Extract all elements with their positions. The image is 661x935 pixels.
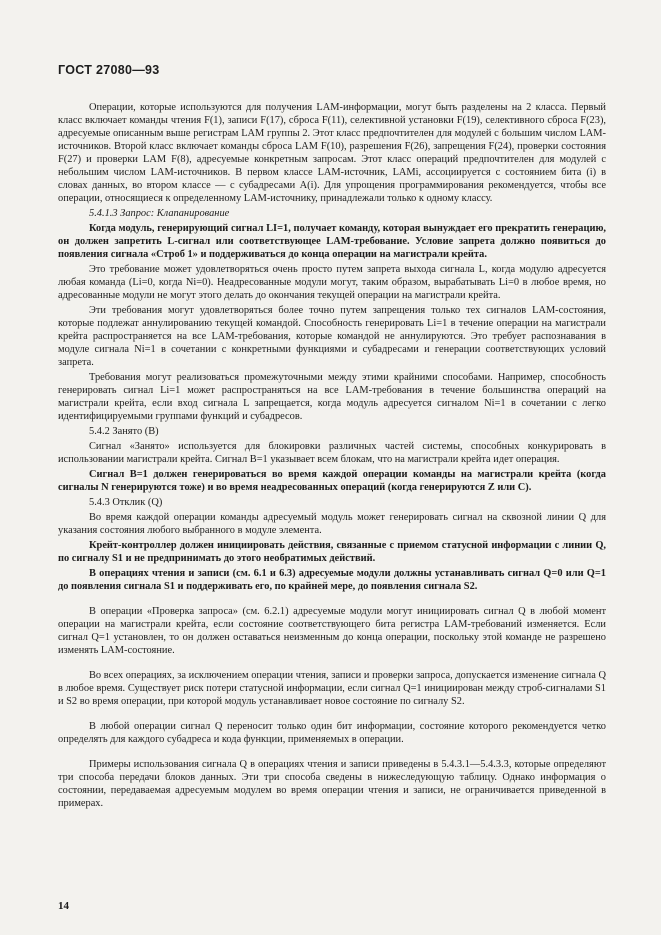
paragraph-test-lam: В операции «Проверка запроса» (см. 6.2.1) адресуемые модули могут инициировать сигнал Q в любой момент операции на магистрали крейта, если состояние соответствующего бита регистра LAM-требований изменяется. Если сигнал Q=1 установлен, то он должен оставаться неизменным до конца операции, поскольку этой команде не разрешено изменять LAM-состояние. xyxy=(58,606,606,656)
paragraph-precise-inhibit: Эти требования могут удовлетворяться более точно путем запрещения только тех сигналов LAM-состояния, которые подлежат аннулированию текущей командой. Способность генерировать Li=1 в течение операции на магистрали крейта распространяется на все LAM-требования, которые командой не аннулируются. Это требует распознавания в модуле сигнала Ni=1 в сочетании с конкретными функциями и субадресами и генерации соответствующих условий запрета. xyxy=(58,305,606,368)
section-heading-5-4-2: 5.4.2 Занято (B) xyxy=(89,426,159,437)
paragraph-other-operations: Во всех операциях, за исключением операции чтения, записи и проверки запроса, допускается изменение сигнала Q в любое время. Существует риск потери статусной информации, если сигнал Q=1 инициирован между строб-сигналами S1 и S2 во время операции, при которой модуль устанавливает новое состояние по сигналу S2. xyxy=(58,670,606,707)
section-heading-5-4-1-3: 5.4.1.3 Запрос: Клапанирование xyxy=(89,208,230,219)
paragraph-busy-rule: Сигнал B=1 должен генерироваться во время каждой операции команды на магистрали крейта (когда сигналы N генерируются тоже) и во время неадресованных операций (когда генерируются Z или C). xyxy=(58,469,606,493)
document-body xyxy=(58,101,606,812)
paragraph-examples: Примеры использования сигнала Q в операциях чтения и записи приведены в 5.4.3.1—5.4.3.3, которые определяют три способа передачи блоков данных. Эти три способа сведены в нижеследующую таблицу. Однако информация о состоянии, передаваемая адресуемым модулем во время операции чтения и записи, не ограничивается приведенной в примерах. xyxy=(58,759,606,809)
paragraph-busy-purpose: Сигнал «Занято» используется для блокировки различных частей системы, способных конкурировать в использовании магистрали крейта. Сигнал B=1 указывает всем блокам, что на магистрали крейта идет операция. xyxy=(58,441,606,465)
page-number: 14 xyxy=(58,900,69,912)
paragraph-read-write-rule: В операциях чтения и записи (см. 6.1 и 6.3) адресуемые модули должны устанавливать сигнал Q=0 или Q=1 до появления сигнала S1 и поддерживать его, по крайней мере, до появления сигнала S2. xyxy=(58,568,606,592)
section-heading-5-4-3: 5.4.3 Отклик (Q) xyxy=(89,497,163,508)
paragraph-one-bit: В любой операции сигнал Q переносит только один бит информации, состояние которого рекомендуется четко определять для каждого субадреса и кода функции, применяемых в операции. xyxy=(58,721,606,745)
paragraph-intermediate-inhibit: Требования могут реализоваться промежуточными между этими крайними способами. Например, способность генерировать сигнал Li=1 может распространяться на все LAM-требования в течение большинства операций на магистрали крейта, если вход сигнала L запрещается, когда модуль адресуется сигналом Ni=1 в сочетании с легко идентифицируемыми группами функций и субадресов. xyxy=(58,372,606,422)
paragraph-lam-classes: Операции, которые используются для получения LAM-информации, могут быть разделены на 2 класса. Первый класс включает команды чтения F(1), записи F(17), сброса F(11), селективной установки F(19), селективного сброса F(23), адресуемые описанным выше регистрам LAM группы 2. Этот класс предпочтителен для модулей с большим числом LAM-источников. Второй класс включает команды сброса LAM F(10), разрешения F(26), запрещения F(24), проверки состояния F(27) и проверки LAM F(8), адресуемые конкретным запросам. Этот класс операций предпочтителен для модулей с небольшим числом LAM-источников. В первом классе LAM-источник, LAMi, ассоциируется с состоянием бита (i) в словах данных, во втором классе — с субадресами A(i). Для упрощения программирования рекомендуется, чтобы все операции, относящиеся к определенному LAM-источнику, принадлежали только к одному классу. xyxy=(58,102,606,204)
paragraph-response-purpose: Во время каждой операции команды адресуемый модуль может генерировать сигнал на сквозной линии Q для указания состояния любого выбранного в модуле элемента. xyxy=(58,512,606,536)
paragraph-controller-rule: Крейт-контроллер должен инициировать действия, связанные с приемом статусной информации с линии Q, по сигналу S1 и не предпринимать до этого необратимых действий. xyxy=(58,540,606,564)
paragraph-simple-inhibit: Это требование может удовлетворяться очень просто путем запрета выхода сигнала L, когда модулю адресуется любая команда (Li=0, когда Ni=0). Неадресованные модули могут, таким образом, вырабатывать Li=0 в любое время, но адресованные модули не могут этого делать до окончания текущей операции на магистрали крейта. xyxy=(58,264,606,301)
page-header: ГОСТ 27080—93 xyxy=(58,63,160,77)
paragraph-lam-inhibit-rule: Когда модуль, генерирующий сигнал LI=1, получает команду, которая вынуждает его прекратить генерацию, он должен запретить L-сигнал или соответствующее LAM-требование. Условие запрета должно появиться до появления сигнала «Строб 1» и поддерживаться до конца операции на магистрали крейта. xyxy=(58,223,606,260)
